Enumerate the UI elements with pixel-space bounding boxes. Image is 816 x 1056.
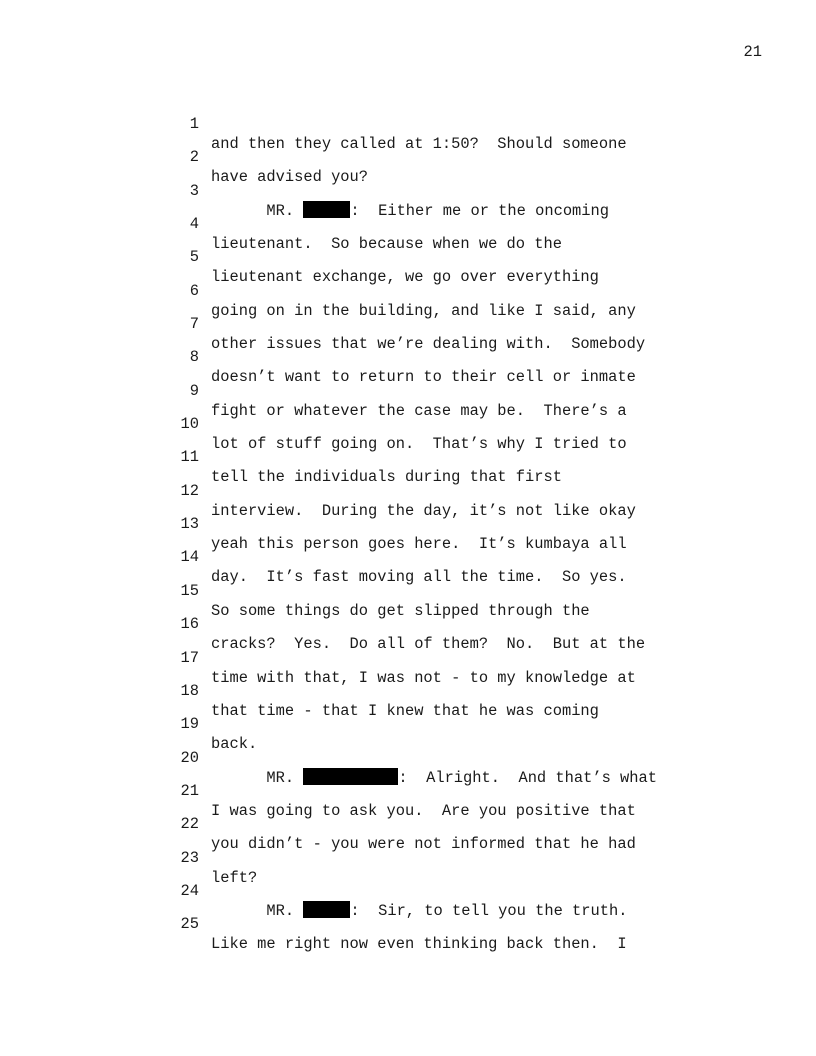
- line-text: other issues that we’re dealing with. Somebody: [211, 335, 646, 354]
- transcript-line: [0, 361, 816, 420]
- speaker-title: MR.: [266, 768, 295, 787]
- line-text: So some things do get slipped through the: [211, 601, 590, 620]
- transcript-line: [0, 194, 816, 254]
- transcript-line: [0, 594, 816, 654]
- transcript-line: [0, 427, 816, 487]
- line-number: 20: [180, 748, 199, 767]
- line-number: 23: [180, 848, 199, 867]
- line-text: yeah this person goes here. It’s kumbaya all: [211, 535, 627, 554]
- line-text: Like me right now even thinking back then. I: [211, 935, 627, 954]
- line-number: 5: [189, 248, 199, 267]
- transcript-line: [0, 494, 816, 554]
- transcript-line: [0, 94, 816, 153]
- line-number: 1: [189, 115, 199, 133]
- transcript-line: [0, 628, 816, 687]
- transcript-line: [0, 761, 816, 820]
- line-text: time with that, I was not - to my knowledge at: [211, 668, 636, 687]
- transcript-line: [0, 227, 816, 287]
- line-number: 9: [189, 381, 199, 400]
- line-number: 12: [180, 481, 199, 500]
- line-text: you didn’t - you were not informed that he had: [211, 835, 636, 854]
- line-text: interview. During the day, it’s not like okay: [211, 501, 636, 520]
- line-text: left?: [211, 868, 258, 887]
- transcript-line: [0, 828, 816, 887]
- line-number: 25: [180, 915, 199, 934]
- line-number: 11: [180, 448, 199, 467]
- line-text: lieutenant exchange, we go over everything: [211, 268, 599, 287]
- line-text: back.: [211, 735, 258, 754]
- line-number: 14: [180, 548, 199, 567]
- transcript-line: [0, 894, 816, 954]
- line-text: that time - that I knew that he was coming: [211, 701, 599, 720]
- line-number: 21: [180, 781, 199, 800]
- line-text: lot of stuff going on. That’s why I tried to: [211, 435, 627, 454]
- line-number: 10: [180, 415, 199, 434]
- line-number: 15: [180, 581, 199, 600]
- line-text: cracks? Yes. Do all of them? No. But at the: [211, 635, 646, 654]
- transcript-line: [0, 861, 816, 920]
- line-text: doesn’t want to return to their cell or inmate: [211, 368, 636, 387]
- line-number: 7: [189, 315, 199, 334]
- transcript-body: [0, 94, 816, 954]
- line-number: 2: [189, 148, 199, 167]
- line-number: 16: [180, 615, 199, 634]
- line-text: I was going to ask you. Are you positive that: [211, 801, 636, 820]
- line-text: fight or whatever the case may be. There’s a: [211, 401, 627, 420]
- speaker-title: MR.: [266, 201, 295, 220]
- speaker-title: MR.: [266, 901, 295, 920]
- transcript-line: [0, 694, 816, 754]
- line-number: 8: [189, 348, 199, 367]
- line-number: 13: [180, 515, 199, 534]
- transcript-line: [0, 728, 816, 787]
- line-text: day. It’s fast moving all the time. So yes.: [211, 568, 627, 587]
- transcript-line: [0, 561, 816, 620]
- transcript-line: [0, 794, 816, 854]
- transcript-line: [0, 261, 816, 320]
- line-number: 3: [189, 181, 199, 200]
- line-text: tell the individuals during that first: [211, 468, 562, 487]
- page-number: 21: [743, 43, 762, 61]
- transcript-line: [0, 161, 816, 220]
- line-text: : Sir, to tell you the truth.: [350, 901, 628, 920]
- line-number: 4: [189, 215, 199, 234]
- line-text: going on in the building, and like I said, any: [211, 301, 636, 320]
- line-number: 17: [180, 648, 199, 667]
- transcript-line: [0, 127, 816, 187]
- transcript-line: [0, 394, 816, 454]
- transcript-line: [0, 327, 816, 387]
- line-text: and then they called at 1:50? Should someone: [211, 135, 627, 153]
- line-text: : Alright. And that’s what: [398, 768, 657, 787]
- line-number: 6: [189, 281, 199, 300]
- line-number: 24: [180, 881, 199, 900]
- line-number: 19: [180, 715, 199, 734]
- transcript-line: [0, 661, 816, 720]
- transcript-line: [0, 461, 816, 520]
- line-text: have advised you?: [211, 168, 369, 187]
- transcript-line: [0, 294, 816, 354]
- line-number: 22: [180, 815, 199, 834]
- transcript-line: [0, 527, 816, 587]
- line-number: 18: [180, 681, 199, 700]
- line-text: lieutenant. So because when we do the: [211, 235, 562, 254]
- line-text: : Either me or the oncoming: [350, 201, 609, 220]
